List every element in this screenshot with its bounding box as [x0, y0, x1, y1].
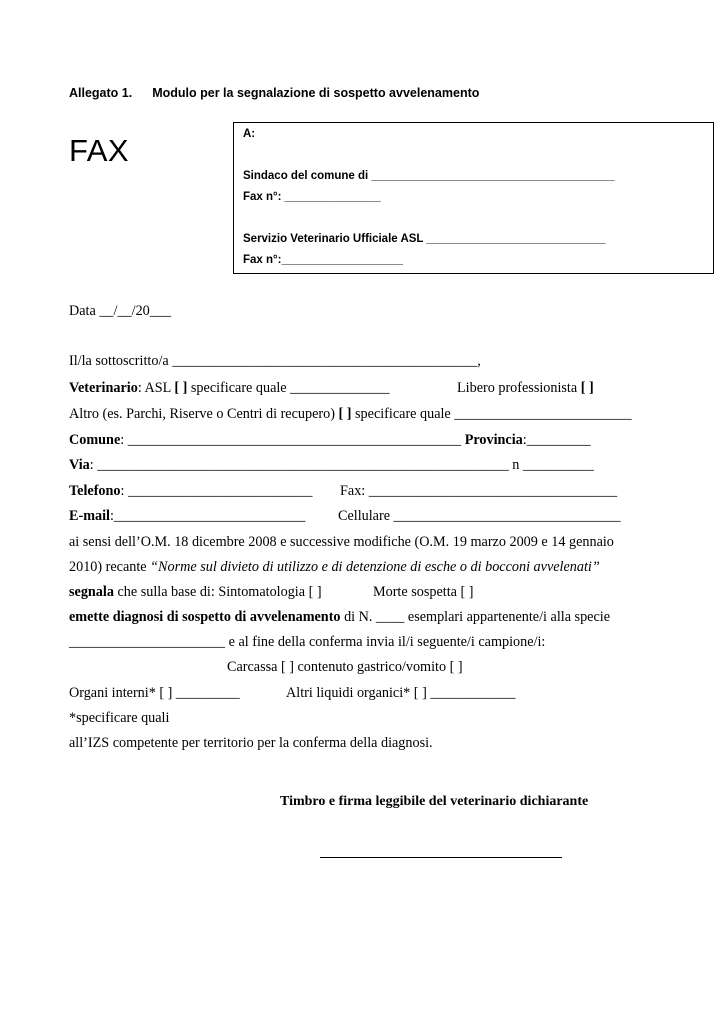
- comune-field[interactable]: : _______________________________________________: [120, 432, 462, 448]
- street-number-field[interactable]: n __________: [512, 457, 594, 473]
- law-reference-line-2: [69, 559, 600, 576]
- date-field[interactable]: Data __/__/20___: [69, 303, 172, 319]
- freelance-checkbox[interactable]: [ ]: [580, 380, 594, 396]
- mobile-field[interactable]: Cellulare ________________________________: [338, 508, 621, 524]
- signature-line[interactable]: [320, 857, 562, 858]
- asl-specify-field[interactable]: specificare quale ______________: [187, 380, 390, 396]
- report-row: [69, 584, 322, 601]
- samples-row[interactable]: Carcassa [ ] contenuto gastrico/vomito [ ]: [227, 659, 463, 675]
- izs-line: all’IZS competente per territorio per la conferma della diagnosi.: [69, 735, 433, 751]
- symptoms-checkbox[interactable]: che sulla base di: Sintomatologia [ ]: [113, 584, 322, 600]
- internal-organs-checkbox[interactable]: Organi interni* [ ] _________: [69, 685, 240, 701]
- other-row: [69, 406, 632, 423]
- suspected-death-checkbox[interactable]: Morte sospetta [ ]: [373, 584, 474, 600]
- comune-label: Comune: [69, 432, 121, 448]
- phone-label: Telefono: [69, 483, 121, 499]
- fax-label: FAX: [69, 133, 130, 168]
- provincia-field[interactable]: :_________: [522, 432, 591, 448]
- via-row: [69, 457, 594, 474]
- veterinarian-label: Veterinario: [69, 380, 138, 396]
- email-field[interactable]: :___________________________: [109, 508, 306, 524]
- mayor-field[interactable]: Sindaco del comune di ______________________________________: [243, 170, 615, 182]
- vet-service-field[interactable]: Servizio Veterinario Ufficiale ASL ____________________________: [243, 233, 606, 245]
- via-label: Via: [69, 457, 90, 473]
- other-specify-field[interactable]: specificare quale _________________________: [351, 406, 632, 422]
- law-date: 2010) recante: [69, 559, 151, 575]
- diagnosis-label: emette diagnosi di sospetto di avvelenamento: [69, 609, 341, 625]
- recipient-to: A:: [243, 128, 256, 140]
- signature-label: Timbro e firma leggibile del veterinario dichiarante: [280, 794, 589, 809]
- diagnosis-row: [69, 609, 610, 626]
- freelance-label: Libero professionista: [457, 380, 578, 396]
- report-label: segnala: [69, 584, 114, 600]
- email-label: E-mail: [69, 508, 110, 524]
- other-label: Altro (es. Parchi, Riserve o Centri di recupero): [69, 406, 335, 422]
- other-fluids-checkbox[interactable]: Altri liquidi organici* [ ] ____________: [286, 685, 516, 701]
- annex-number: Allegato 1.: [69, 86, 133, 100]
- specimen-count-field[interactable]: di N. ____ esemplari appartenente/i alla specie: [340, 609, 610, 625]
- signatory-field[interactable]: Il/la sottoscritto/a ___________________________________________,: [69, 353, 481, 369]
- species-field[interactable]: ______________________ e al fine della conferma invia il/i seguente/i campione/i:: [69, 634, 546, 650]
- fax-field[interactable]: Fax: ___________________________________: [340, 483, 618, 499]
- other-checkbox[interactable]: [ ]: [338, 406, 352, 422]
- document-heading: [69, 86, 479, 100]
- specify-note: *specificare quali: [69, 710, 170, 726]
- asl-label: : ASL: [137, 380, 171, 396]
- via-field[interactable]: : __________________________________________________________: [89, 457, 509, 473]
- comune-row: [69, 432, 591, 449]
- mayor-fax-field[interactable]: Fax n°: _______________: [243, 191, 381, 203]
- phone-row: [69, 483, 312, 500]
- form-title: Modulo per la segnalazione di sospetto avvelenamento: [152, 86, 480, 100]
- law-title: “Norme sul divieto di utilizzo e di detenzione di esche o di bocconi avvelenati”: [150, 559, 600, 575]
- email-row: [69, 508, 305, 525]
- recipient-box: [233, 122, 714, 274]
- asl-checkbox[interactable]: [ ]: [174, 380, 188, 396]
- phone-field[interactable]: : __________________________: [120, 483, 313, 499]
- provincia-label: Provincia: [464, 432, 523, 448]
- veterinarian-row: [69, 380, 389, 397]
- vet-service-fax-field[interactable]: Fax n°:___________________: [243, 254, 403, 266]
- freelance-row: [457, 380, 594, 397]
- law-reference-line-1: ai sensi dell’O.M. 18 dicembre 2008 e successive modifiche (O.M. 19 marzo 2009 e 14 gennaio: [69, 534, 614, 550]
